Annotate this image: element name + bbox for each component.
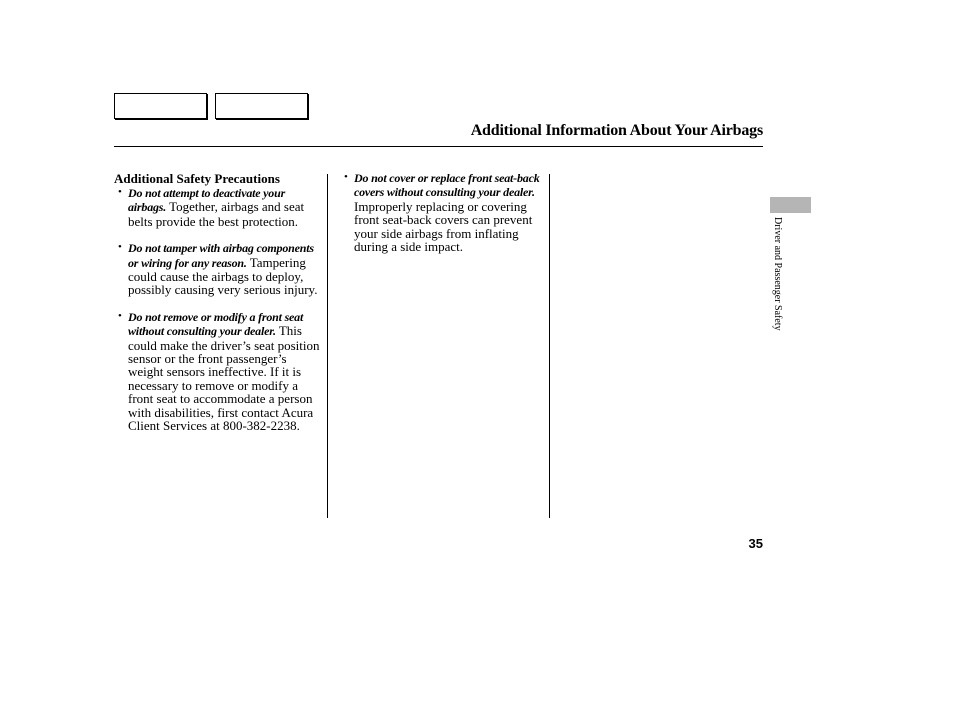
section-side-label: Driver and Passenger Safety <box>772 217 783 331</box>
page-title: Additional Information About Your Airbags <box>470 122 763 139</box>
bullet: • <box>344 171 348 183</box>
item-lead: Do not cover or replace front seat-back covers without consulting your dealer. <box>354 171 540 200</box>
list-item <box>114 186 324 228</box>
section-tab <box>770 197 811 213</box>
nav-button-prev[interactable] <box>114 93 207 119</box>
column-divider-2 <box>549 174 550 518</box>
list-item <box>114 310 324 433</box>
item-body: Improperly replacing or covering front seat-back covers can prevent your side airbags from inflating during a side impact. <box>354 198 533 255</box>
page-number: 35 <box>748 536 763 551</box>
bullet: • <box>118 309 122 322</box>
section-heading: Additional Safety Precautions <box>114 171 280 186</box>
bullet: • <box>118 186 122 198</box>
nav-button-next[interactable] <box>215 93 308 119</box>
item-body: Tampering could cause the airbags to deploy, possibly causing very serious injury. <box>128 254 318 298</box>
item-body: Together, airbags and seat belts provide the best protection. <box>128 199 305 229</box>
column-1 <box>114 171 324 446</box>
list-item <box>340 171 545 253</box>
item-lead: Do not tamper with airbag components or wiring for any reason. <box>128 241 314 270</box>
column-divider-1 <box>327 174 328 518</box>
item-lead: Do not attempt to deactivate your airbags. <box>128 186 286 215</box>
bullet: • <box>118 241 122 254</box>
item-lead: Do not remove or modify a front seat without consulting your dealer. <box>128 309 304 339</box>
column-2 <box>340 171 545 266</box>
title-rule <box>114 146 763 147</box>
item-body: This could make the driver’s seat position sensor or the front passenger’s weight sensors ineffective. If it is necessary to remove or modify a front seat to accommodate a person with disabilities, first contact Acura Client Services at 800-382-2238. <box>128 323 320 434</box>
list-item <box>114 241 324 297</box>
